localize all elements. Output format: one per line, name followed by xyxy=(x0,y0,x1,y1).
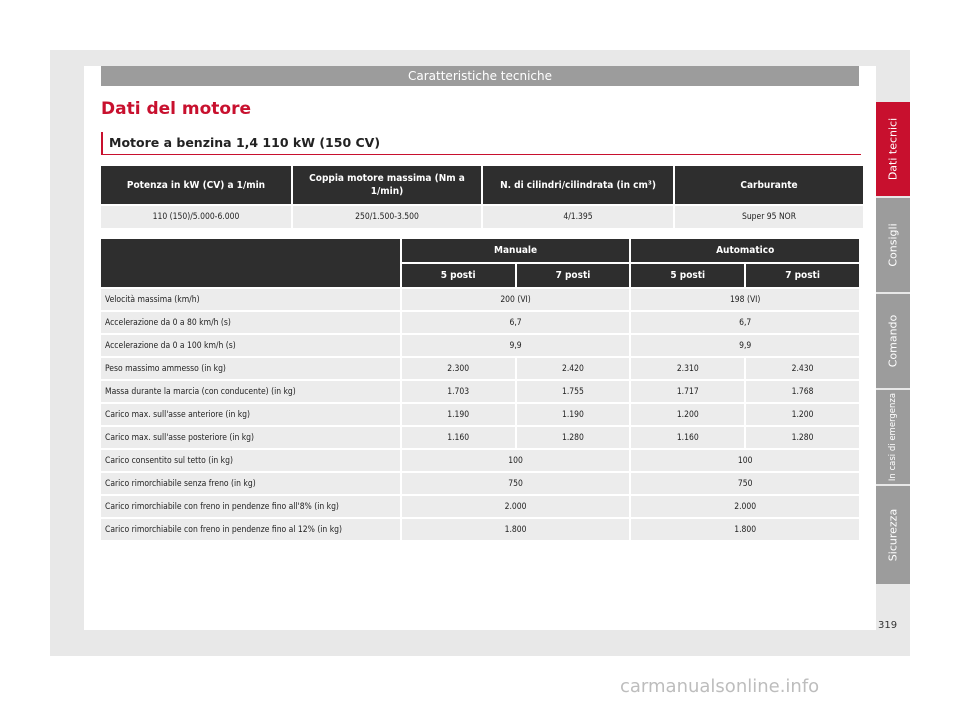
spec-header-blank xyxy=(101,239,400,289)
row-label: Velocità massima (km/h) xyxy=(101,289,400,312)
subtitle-bar xyxy=(101,132,861,155)
row-label: Accelerazione da 0 a 100 km/h (s) xyxy=(101,335,400,358)
spec-header-seats: 7 posti xyxy=(746,264,859,289)
row-value: 6,7 xyxy=(631,312,859,335)
engine-cell-power: 110 (150)/5.000-6.000 xyxy=(101,206,291,228)
tab-dati-tecnici[interactable] xyxy=(876,102,910,196)
table-row xyxy=(101,404,859,427)
row-value: 2.430 xyxy=(746,358,859,381)
spec-header-seats: 5 posti xyxy=(631,264,744,289)
engine-cell-fuel: Super 95 NOR xyxy=(675,206,863,228)
section-header: Caratteristiche tecniche xyxy=(101,66,859,86)
engine-header-fuel: Carburante xyxy=(675,166,863,206)
tab-label: In casi di emergenza xyxy=(888,392,898,482)
table-row xyxy=(101,358,859,381)
row-label: Carico max. sull'asse posteriore (in kg) xyxy=(101,427,400,450)
row-label: Carico rimorchiabile con freno in pendenze fino all'8% (in kg) xyxy=(101,496,400,519)
row-value: 9,9 xyxy=(631,335,859,358)
spec-header-seats: 7 posti xyxy=(517,264,630,289)
engine-cell-cylinders: 4/1.395 xyxy=(483,206,673,228)
row-value: 1.160 xyxy=(631,427,744,450)
row-value: 1.200 xyxy=(746,404,859,427)
row-label: Massa durante la marcia (con conducente) (in kg) xyxy=(101,381,400,404)
engine-header-cylinders: N. di cilindri/cilindrata (in cm³) xyxy=(483,166,673,206)
row-value: 2.300 xyxy=(402,358,515,381)
engine-header-power: Potenza in kW (CV) a 1/min xyxy=(101,166,291,206)
tab-label: Comando xyxy=(886,314,900,368)
spec-header-manual: Manuale xyxy=(402,239,630,264)
tab-consigli[interactable] xyxy=(876,198,910,292)
row-value: 2.000 xyxy=(631,496,859,519)
row-value: 1.190 xyxy=(402,404,515,427)
row-value: 198 (VI) xyxy=(631,289,859,312)
tab-label: Consigli xyxy=(886,223,900,267)
row-value: 750 xyxy=(631,473,859,496)
spec-header-automatic: Automatico xyxy=(631,239,859,264)
tab-emergenza[interactable] xyxy=(876,390,910,484)
engine-cell-torque: 250/1.500-3.500 xyxy=(293,206,481,228)
table-row xyxy=(101,312,859,335)
row-value: 1.160 xyxy=(402,427,515,450)
engine-table xyxy=(99,166,865,228)
row-value: 100 xyxy=(631,450,859,473)
tab-label: Sicurezza xyxy=(886,508,900,562)
row-value: 1.755 xyxy=(517,381,630,404)
page-title: Dati del motore xyxy=(101,99,252,119)
spec-header-seats: 5 posti xyxy=(402,264,515,289)
row-value: 2.420 xyxy=(517,358,630,381)
row-value: 1.800 xyxy=(402,519,630,540)
row-value: 750 xyxy=(402,473,630,496)
row-value: 100 xyxy=(402,450,630,473)
row-value: 200 (VI) xyxy=(402,289,630,312)
row-label: Accelerazione da 0 a 80 km/h (s) xyxy=(101,312,400,335)
table-row xyxy=(101,427,859,450)
tab-comando[interactable] xyxy=(876,294,910,388)
row-label: Carico consentito sul tetto (in kg) xyxy=(101,450,400,473)
tab-label: Dati tecnici xyxy=(886,117,900,181)
row-value: 1.190 xyxy=(517,404,630,427)
engine-subtitle: Motore a benzina 1,4 110 kW (150 CV) xyxy=(109,135,381,150)
tab-sicurezza[interactable] xyxy=(876,486,910,584)
row-value: 1.280 xyxy=(517,427,630,450)
table-row xyxy=(101,496,859,519)
row-value: 1.200 xyxy=(631,404,744,427)
spec-table xyxy=(99,239,861,540)
row-label: Carico rimorchiabile con freno in pendenze fino al 12% (in kg) xyxy=(101,519,400,540)
table-row xyxy=(101,450,859,473)
table-row xyxy=(101,519,859,540)
row-value: 2.310 xyxy=(631,358,744,381)
row-label: Peso massimo ammesso (in kg) xyxy=(101,358,400,381)
row-value: 1.280 xyxy=(746,427,859,450)
row-value: 1.703 xyxy=(402,381,515,404)
row-value: 2.000 xyxy=(402,496,630,519)
page-number: 319 xyxy=(878,620,898,631)
table-row xyxy=(101,381,859,404)
row-value: 1.768 xyxy=(746,381,859,404)
row-value: 1.717 xyxy=(631,381,744,404)
watermark: carmanualsonline.info xyxy=(620,676,820,697)
engine-header-torque: Coppia motore massima (Nm a 1/min) xyxy=(293,166,481,206)
row-label: Carico max. sull'asse anteriore (in kg) xyxy=(101,404,400,427)
row-value: 9,9 xyxy=(402,335,630,358)
table-row xyxy=(101,473,859,496)
table-row xyxy=(101,289,859,312)
table-row xyxy=(101,335,859,358)
row-value: 1.800 xyxy=(631,519,859,540)
row-value: 6,7 xyxy=(402,312,630,335)
row-label: Carico rimorchiabile senza freno (in kg) xyxy=(101,473,400,496)
